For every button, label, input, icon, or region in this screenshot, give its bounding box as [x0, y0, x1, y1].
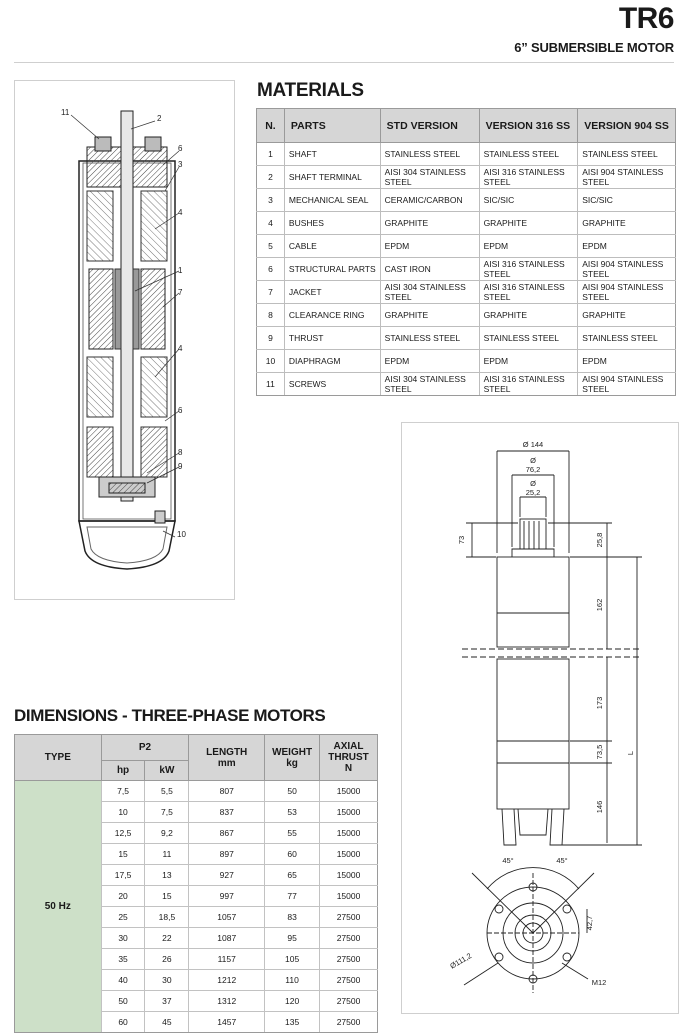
dimensions-table [14, 734, 378, 1033]
materials-row [257, 327, 676, 350]
col-thrust-unit: N [344, 763, 353, 774]
materials-row [257, 143, 676, 166]
materials-cell-n: 1 [257, 143, 285, 166]
frequency-cell: 50 Hz [15, 781, 102, 1033]
dimensions-cell-length: 1087 [189, 928, 265, 949]
dimensions-cell-weight: 105 [265, 949, 320, 970]
callout-10: 10 [177, 530, 186, 539]
materials-cell-part: MECHANICAL SEAL [284, 189, 380, 212]
dimensions-cell-kw: 26 [145, 949, 189, 970]
materials-cell-part: JACKET [284, 281, 380, 304]
materials-cell-n: 7 [257, 281, 285, 304]
product-title: TR6 [618, 2, 674, 35]
materials-row [257, 166, 676, 189]
dimensions-cell-kw: 15 [145, 886, 189, 907]
dimensions-cell-thrust: 27500 [320, 907, 378, 928]
dimensions-cell-kw: 13 [145, 865, 189, 886]
cutaway-drawing-panel [14, 80, 235, 600]
dimensions-cell-thrust: 15000 [320, 886, 378, 907]
callout-11: 11 [61, 108, 70, 117]
materials-row [257, 281, 676, 304]
materials-cell-part: CABLE [284, 235, 380, 258]
dimensions-cell-length: 1312 [189, 991, 265, 1012]
callout-3: 3 [178, 160, 183, 169]
col-length-label: LENGTH [206, 746, 248, 758]
materials-cell-v904: AISI 904 STAINLESS STEEL [578, 373, 676, 396]
callout-6b: 6 [178, 406, 183, 415]
dim-section-3: 73,5 [595, 744, 604, 760]
col-parts: PARTS [284, 109, 380, 143]
dimensions-cell-weight: 83 [265, 907, 320, 928]
materials-row [257, 212, 676, 235]
dimensions-cell-thrust: 15000 [320, 865, 378, 886]
dimensions-cell-weight: 120 [265, 991, 320, 1012]
dim-shaft-height: 73 [457, 535, 466, 545]
col-length-unit: mm [217, 757, 236, 769]
col-hp: hp [101, 761, 145, 781]
callout-1: 1 [178, 266, 183, 275]
materials-cell-v316: AISI 316 STAINLESS STEEL [479, 281, 578, 304]
dimensions-cell-length: 837 [189, 802, 265, 823]
dimensions-cell-weight: 77 [265, 886, 320, 907]
materials-cell-std: EPDM [380, 235, 479, 258]
dim-section-2: 173 [595, 696, 604, 710]
dimensions-cell-weight: 55 [265, 823, 320, 844]
materials-cell-v904: GRAPHITE [578, 304, 676, 327]
materials-cell-v904: AISI 904 STAINLESS STEEL [578, 281, 676, 304]
materials-row [257, 235, 676, 258]
materials-cell-v316: STAINLESS STEEL [479, 327, 578, 350]
dim-mid-diameter: 76,2 [525, 465, 541, 474]
materials-cell-v904: GRAPHITE [578, 212, 676, 235]
col-weight-label: WEIGHT [272, 746, 313, 758]
materials-cell-v904: SIC/SIC [578, 189, 676, 212]
dim-bolt-circle: Ø111,2 [448, 951, 474, 971]
dimensions-cell-length: 807 [189, 781, 265, 802]
materials-cell-v316: STAINLESS STEEL [479, 143, 578, 166]
dimensions-cell-kw: 45 [145, 1012, 189, 1033]
materials-cell-std: AISI 304 STAINLESS STEEL [380, 373, 479, 396]
materials-cell-v316: GRAPHITE [479, 304, 578, 327]
dimensions-cell-length: 1212 [189, 970, 265, 991]
dimensions-cell-length: 1157 [189, 949, 265, 970]
dimensions-cell-kw: 5,5 [145, 781, 189, 802]
materials-cell-v316: AISI 316 STAINLESS STEEL [479, 166, 578, 189]
dimensions-cell-weight: 65 [265, 865, 320, 886]
callout-4: 4 [178, 208, 183, 217]
dimensions-row [15, 781, 378, 802]
materials-row [257, 304, 676, 327]
materials-row [257, 258, 676, 281]
materials-cell-v904: EPDM [578, 350, 676, 373]
dimensions-cell-length: 897 [189, 844, 265, 865]
dimensions-cell-kw: 9,2 [145, 823, 189, 844]
materials-cell-std: GRAPHITE [380, 212, 479, 235]
product-subtitle: 6” SUBMERSIBLE MOTOR [514, 40, 674, 55]
dimensions-cell-kw: 37 [145, 991, 189, 1012]
materials-cell-part: SHAFT TERMINAL [284, 166, 380, 189]
dimensions-cell-thrust: 15000 [320, 802, 378, 823]
materials-cell-part: SHAFT [284, 143, 380, 166]
col-weight [265, 735, 320, 781]
dimensions-cell-weight: 110 [265, 970, 320, 991]
dim-angle-left: 45° [502, 856, 514, 865]
motor-cutaway-illustration [15, 81, 234, 599]
materials-heading: MATERIALS [257, 80, 364, 101]
materials-table [256, 108, 676, 396]
dimensions-cell-hp: 15 [101, 844, 145, 865]
materials-cell-v904: EPDM [578, 235, 676, 258]
materials-cell-n: 3 [257, 189, 285, 212]
dimensions-cell-kw: 7,5 [145, 802, 189, 823]
dim-total-length: L [626, 750, 635, 756]
materials-cell-part: SCREWS [284, 373, 380, 396]
dimensions-cell-weight: 60 [265, 844, 320, 865]
callout-9: 9 [178, 462, 183, 471]
materials-cell-std: EPDM [380, 350, 479, 373]
materials-cell-std: STAINLESS STEEL [380, 143, 479, 166]
dimensions-cell-hp: 17,5 [101, 865, 145, 886]
dim-inner-diameter: 25,2 [525, 488, 541, 497]
col-length [189, 735, 265, 781]
dimensions-cell-kw: 18,5 [145, 907, 189, 928]
motor-dimension-drawing [402, 423, 678, 1013]
dim-mid-symbol: Ø [530, 456, 536, 465]
materials-cell-std: CERAMIC/CARBON [380, 189, 479, 212]
col-std: STD VERSION [380, 109, 479, 143]
dimensions-cell-hp: 60 [101, 1012, 145, 1033]
materials-cell-v904: AISI 904 STAINLESS STEEL [578, 258, 676, 281]
dimensions-cell-hp: 10 [101, 802, 145, 823]
materials-cell-n: 8 [257, 304, 285, 327]
materials-cell-part: CLEARANCE RING [284, 304, 380, 327]
materials-cell-part: THRUST [284, 327, 380, 350]
dimensions-cell-weight: 95 [265, 928, 320, 949]
dimensions-cell-thrust: 27500 [320, 970, 378, 991]
dimensions-cell-kw: 22 [145, 928, 189, 949]
materials-cell-n: 6 [257, 258, 285, 281]
materials-cell-n: 2 [257, 166, 285, 189]
dim-section-1: 162 [595, 598, 604, 612]
dimensions-cell-hp: 50 [101, 991, 145, 1012]
materials-cell-part: STRUCTURAL PARTS [284, 258, 380, 281]
materials-cell-n: 4 [257, 212, 285, 235]
dimensions-cell-hp: 7,5 [101, 781, 145, 802]
col-thrust-label: AXIAL THRUST [328, 741, 369, 763]
dimensions-cell-length: 1057 [189, 907, 265, 928]
header-divider [14, 62, 674, 63]
materials-cell-v904: STAINLESS STEEL [578, 143, 676, 166]
callout-2: 2 [157, 114, 162, 123]
dim-outer-diameter: Ø 144 [522, 440, 544, 449]
materials-cell-n: 11 [257, 373, 285, 396]
dimensions-cell-length: 867 [189, 823, 265, 844]
dimensions-cell-thrust: 15000 [320, 823, 378, 844]
dimensions-cell-hp: 20 [101, 886, 145, 907]
col-316: VERSION 316 SS [479, 109, 578, 143]
dim-thread: M12 [591, 978, 607, 987]
col-thrust [320, 735, 378, 781]
materials-cell-n: 9 [257, 327, 285, 350]
dim-section-4: 146 [595, 800, 604, 814]
dimensions-cell-thrust: 15000 [320, 781, 378, 802]
col-weight-unit: kg [286, 757, 298, 769]
dimensions-cell-hp: 35 [101, 949, 145, 970]
dimensions-cell-length: 1457 [189, 1012, 265, 1033]
materials-cell-std: GRAPHITE [380, 304, 479, 327]
callout-8: 8 [178, 448, 183, 457]
col-n: N. [257, 109, 285, 143]
materials-cell-v316: EPDM [479, 350, 578, 373]
dimensions-cell-hp: 30 [101, 928, 145, 949]
col-kw: kW [145, 761, 189, 781]
materials-cell-std: STAINLESS STEEL [380, 327, 479, 350]
col-p2: P2 [101, 735, 189, 761]
materials-cell-std: AISI 304 STAINLESS STEEL [380, 166, 479, 189]
dimension-drawing-panel [401, 422, 679, 1014]
materials-cell-v316: GRAPHITE [479, 212, 578, 235]
materials-cell-v316: EPDM [479, 235, 578, 258]
callout-7: 7 [178, 288, 183, 297]
dimensions-cell-thrust: 15000 [320, 844, 378, 865]
materials-row [257, 373, 676, 396]
dimensions-cell-kw: 11 [145, 844, 189, 865]
materials-cell-part: DIAPHRAGM [284, 350, 380, 373]
materials-cell-v904: AISI 904 STAINLESS STEEL [578, 166, 676, 189]
materials-cell-n: 10 [257, 350, 285, 373]
dimensions-cell-kw: 30 [145, 970, 189, 991]
col-904: VERSION 904 SS [578, 109, 676, 143]
dim-shaft-top: 25,8 [595, 532, 604, 548]
dimensions-heading: DIMENSIONS - THREE-PHASE MOTORS [14, 706, 326, 725]
dimensions-cell-length: 927 [189, 865, 265, 886]
dimensions-cell-hp: 25 [101, 907, 145, 928]
dim-offset: 42,7 [585, 915, 594, 931]
dimensions-cell-thrust: 27500 [320, 928, 378, 949]
dimensions-cell-weight: 50 [265, 781, 320, 802]
callout-6: 6 [178, 144, 183, 153]
dimensions-cell-hp: 12,5 [101, 823, 145, 844]
materials-cell-v316: AISI 316 STAINLESS STEEL [479, 373, 578, 396]
materials-row [257, 189, 676, 212]
dimensions-cell-thrust: 27500 [320, 949, 378, 970]
dimensions-cell-weight: 53 [265, 802, 320, 823]
materials-cell-v316: AISI 316 STAINLESS STEEL [479, 258, 578, 281]
dim-angle-right: 45° [556, 856, 568, 865]
dimensions-cell-weight: 135 [265, 1012, 320, 1033]
materials-cell-part: BUSHES [284, 212, 380, 235]
materials-cell-n: 5 [257, 235, 285, 258]
col-type: TYPE [15, 735, 102, 781]
dimensions-cell-hp: 40 [101, 970, 145, 991]
dim-inner-symbol: Ø [530, 479, 536, 488]
materials-cell-v904: STAINLESS STEEL [578, 327, 676, 350]
materials-cell-std: CAST IRON [380, 258, 479, 281]
materials-cell-v316: SIC/SIC [479, 189, 578, 212]
dimensions-cell-thrust: 27500 [320, 1012, 378, 1033]
materials-row [257, 350, 676, 373]
materials-cell-std: AISI 304 STAINLESS STEEL [380, 281, 479, 304]
dimensions-cell-length: 997 [189, 886, 265, 907]
callout-4b: 4 [178, 344, 183, 353]
dimensions-cell-thrust: 27500 [320, 991, 378, 1012]
